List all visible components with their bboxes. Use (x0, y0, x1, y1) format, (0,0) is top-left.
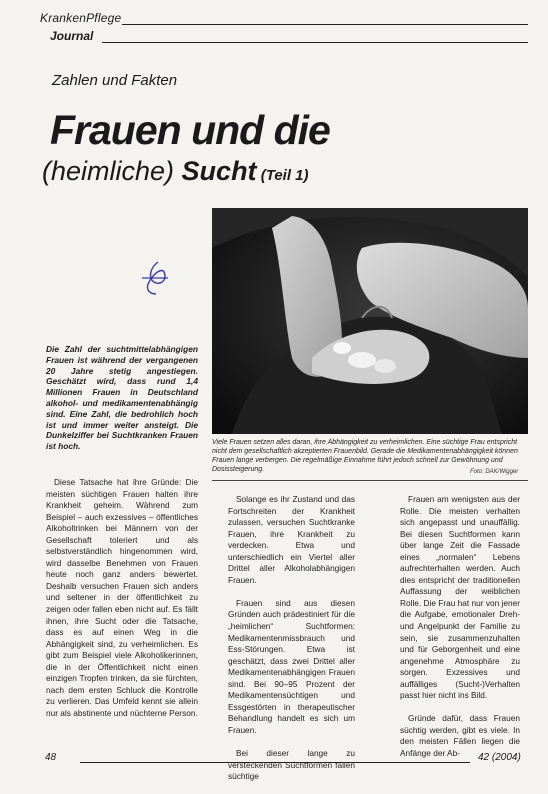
body-paragraph: Solange es ihr Zustand und das Fortschreiten der Krankheit zulassen, versuchen Suchtkranke Frauen, ihre Krankheit zu verdecken. Etwa und unterschiedlich ein Viertel aller Drittel aller Alkoholabhängigen Frauen. (228, 494, 355, 585)
photo-credit: Foto: DAK/Wigger (470, 469, 519, 475)
article-photo (212, 208, 528, 434)
body-paragraph: Gründe dafür, dass Frauen süchtig werden, gibt es viele. In den meisten Fällen liegen die Anfänge der Ab- (400, 713, 520, 759)
title-part: (heimliche) (42, 156, 182, 186)
photo-hands-with-pills (212, 208, 528, 434)
body-column-3 (400, 494, 520, 771)
body-column-1 (46, 477, 198, 731)
journal-section: Journal (50, 29, 94, 43)
page-number: 48 (45, 752, 57, 763)
article-title-line-2 (42, 155, 309, 192)
body-paragraph: Frauen am wenigsten aus der Rolle. Die meisten verhalten sich angepasst und unauffällig. Bei diesen Suchtformen kann über lange Zeit die Fassade eines „normalen“ Lebens aufrechterhalten werden. Auch dies entspricht der traditionellen Auffassung der weiblichen Rolle. Die Frau hat nur von jener die Aufgabe, emotionaler Dreh- und Angelpunkt der Familie zu sein, sie zusammenzuhalten und für Geborgenheit und eine angenehme Atmosphäre zu sorgen. Exzessives und auffälliges (Sucht-)Verhalten passt hier nicht ins Bild. (400, 494, 520, 701)
article-intro: Die Zahl der suchtmittelabhängigen Frauen ist während der vergangenen 20 Jahre stetig angestiegen. Geschätzt wird, dass rund 1,4 Millionen Frauen in Deutschland alkohol- und medikamentenabhängig sind. Eine Zahl, die bedrohlich hoch ist und immer weiter ansteigt. Die Dunkelziffer bei Suchtkranken Frauen ist hoch. (46, 344, 198, 452)
photo-caption: Viele Frauen setzen alles daran, ihre Abhängigkeit zu verheimlichen. Eine süchtige Frau entspricht nicht dem gesellschaftlich akzeptierten Frauenbild. Gerade die Medikamentenabhängigkeit können Frauen lange verbergen. Die regelmäßige Einnahme führt jedoch schnell zur Gewöhnung und Dosissteigerung. (212, 439, 518, 473)
body-paragraph: Diese Tatsache hat ihre Gründe: Die meisten süchtigen Frauen halten ihre Krankheit geheim. Während zum Beispiel – auch exzessives – öffentliches Alkoholtrinken bei Männern von der Gesellschaft toleriert und als selbstverständlich hingenommen wird, wird dasselbe Benehmen von Frauen heute noch ganz anders bewertet. Deshalb versuchen Frauen sich anders und seltener in der öffentlichkeit zu zeigen oder fallen eben nicht auf. Es fällt ihnen, ihre Sucht oder die Tatsache, dass es auf einen Weg in die Abhängigkeit sind, zu verheimlichen. Es gibt zum Beispiel viele Alkoholikerinnen, die in der Öffentlichkeit nicht einen einzigen Tropfen trinken, da sie fürchten, nach dem ersten Schluck die Kontrolle zu verlieren. Das Umfeld kennt sie allein nur als abstinente und nüchterne Person. (46, 477, 198, 718)
body-column-2 (228, 494, 355, 794)
header-rule (122, 24, 528, 25)
article-title-line-1: Frauen und die (50, 107, 330, 153)
caption-rule (212, 480, 528, 481)
handwritten-mark (138, 258, 172, 298)
title-part: Sucht (181, 156, 257, 186)
body-paragraph: Frauen sind aus diesen Gründen auch prädestiniert für die „heimlichen“ Suchtformen: Medikamentenmissbrauch und Ess-Störungen. Etwa ist geschätzt, dass zwei Drittel aller Medikamentenabhängigen Frauen sind. Bei 90–95 Prozent der Medikamentensüchtigen und Essgestörten in therapeutischer Behandlung handelt es sich um Frauen. (228, 597, 355, 735)
footer-rule (80, 762, 470, 763)
kicker: Zahlen und Fakten (52, 72, 178, 89)
issue-number: 42 (2004) (478, 752, 521, 763)
header-rule (102, 42, 528, 43)
body-paragraph: Bei dieser lange zu versteckenden Suchtformen fallen süchtige (228, 748, 355, 782)
journal-name: KrankenPflege (40, 11, 122, 25)
title-part: (Teil 1) (256, 167, 309, 184)
